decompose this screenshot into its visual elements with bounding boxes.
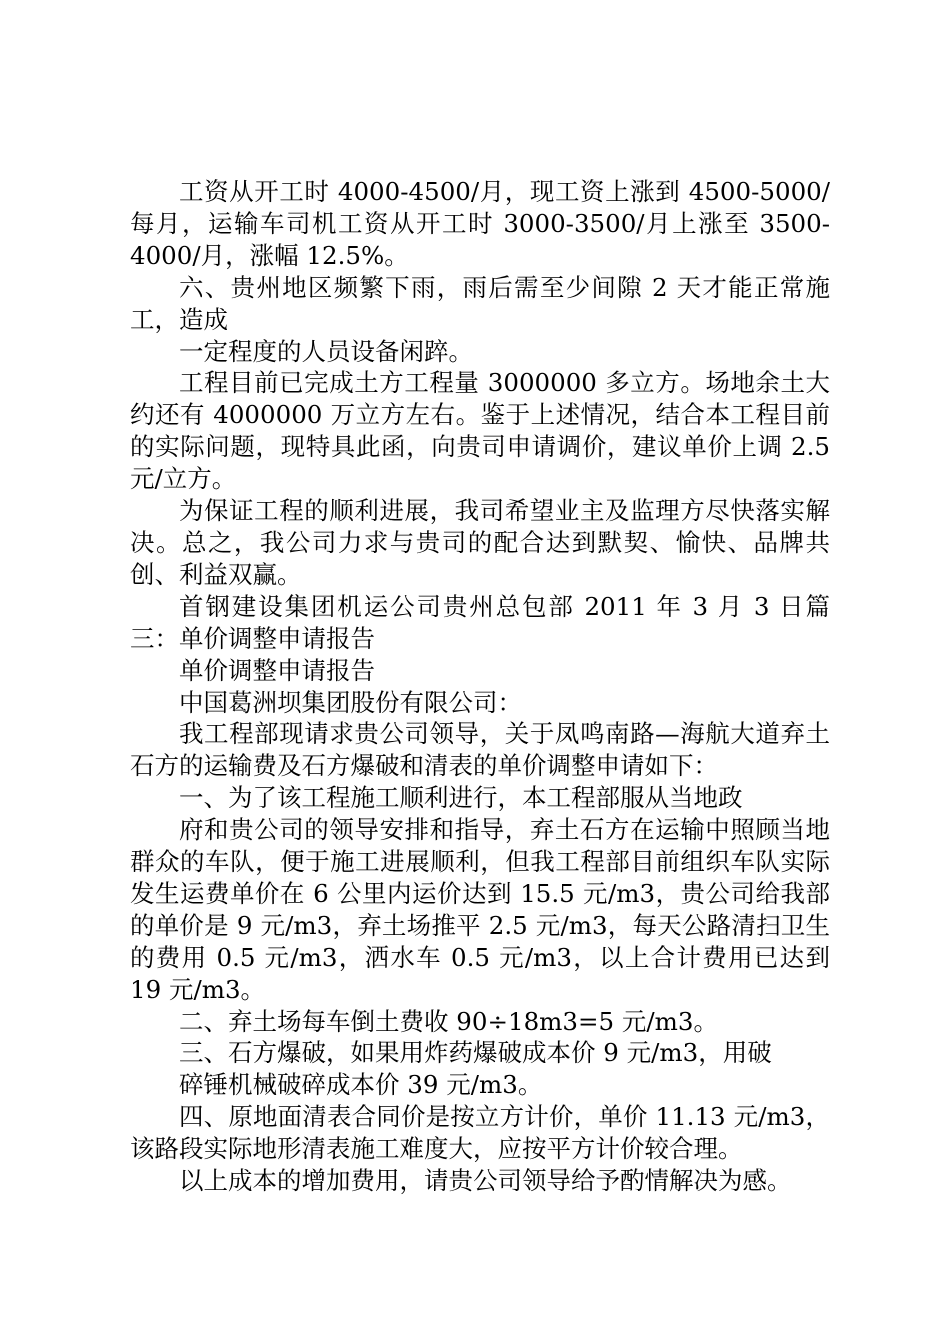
paragraph-item-one-continued: 府和贵公司的领导安排和指导，弃土石方在运输中照顾当地群众的车队，便于施工进展顺利，但我工程部目前组织车队实际发生运费单价在 6 公里内运价达到 15.5 元/m3，贵公司给我部的单价是 9 元/m3，弃土场推平 2.5 元/m3，每天公路清扫卫生的费用 0.5 元/m3，洒水车 0.5 元/m3，以上合计费用已达到 19 元/m3。	[130, 815, 830, 1004]
document-body	[130, 176, 830, 1197]
paragraph-item-two: 二、弃土场每车倒土费收 90÷18m3=5 元/m3。	[179, 1006, 718, 1036]
paragraph-closing: 以上成本的增加费用，请贵公司领导给予酌情解决为感。	[179, 1166, 792, 1196]
report-addressee: 中国葛洲坝集团股份有限公司：	[179, 687, 522, 717]
paragraph-item-three-continued: 碎锤机械破碎成本价 39 元/m3。	[179, 1070, 543, 1100]
paragraph-item-four: 四、原地面清表合同价是按立方计价，单价 11.13 元/m3，该路段实际地形清表施工难度大，应按平方计价较合理。	[130, 1102, 830, 1164]
paragraph-wages: 工资从开工时 4000-4500/月，现工资上涨到 4500-5000/每月，运输车司机工资从开工时 3000-3500/月上涨至 3500-4000/月，涨幅 12.5%。	[130, 177, 830, 270]
paragraph-idle-equipment: 一定程度的人员设备闲踤。	[179, 336, 473, 366]
paragraph-earthwork-progress: 工程目前已完成土方工程量 3000000 多立方。场地余土大约还有 4000000 万立方左右。鉴于上述情况，结合本工程目前的实际问题，现特具此函，向贵司申请调价，建议单价上调 2.5 元/立方。	[130, 368, 830, 494]
paragraph-item-six: 六、贵州地区频繁下雨，雨后需至少间隙 2 天才能正常施工，造成	[130, 272, 830, 334]
report-title: 单价调整申请报告	[179, 655, 375, 685]
paragraph-signature-and-next-title: 首钢建设集团机运公司贵州总包部 2011 年 3 月 3 日篇三：单价调整申请报告	[130, 591, 830, 653]
paragraph-request-intro: 我工程部现请求贵公司领导，关于凤鸣南路—海航大道弃土石方的运输费及石方爆破和清表的单价调整申请如下：	[130, 719, 830, 781]
paragraph-item-one: 一、为了该工程施工顺利进行，本工程部服从当地政	[179, 783, 743, 813]
paragraph-item-three: 三、石方爆破，如果用炸药爆破成本价 9 元/m3，用破	[179, 1038, 772, 1068]
paragraph-resolution-request: 为保证工程的顺利进展，我司希望业主及监理方尽快落实解决。总之，我公司力求与贵司的配合达到默契、愉快、品牌共创、利益双赢。	[130, 496, 830, 589]
